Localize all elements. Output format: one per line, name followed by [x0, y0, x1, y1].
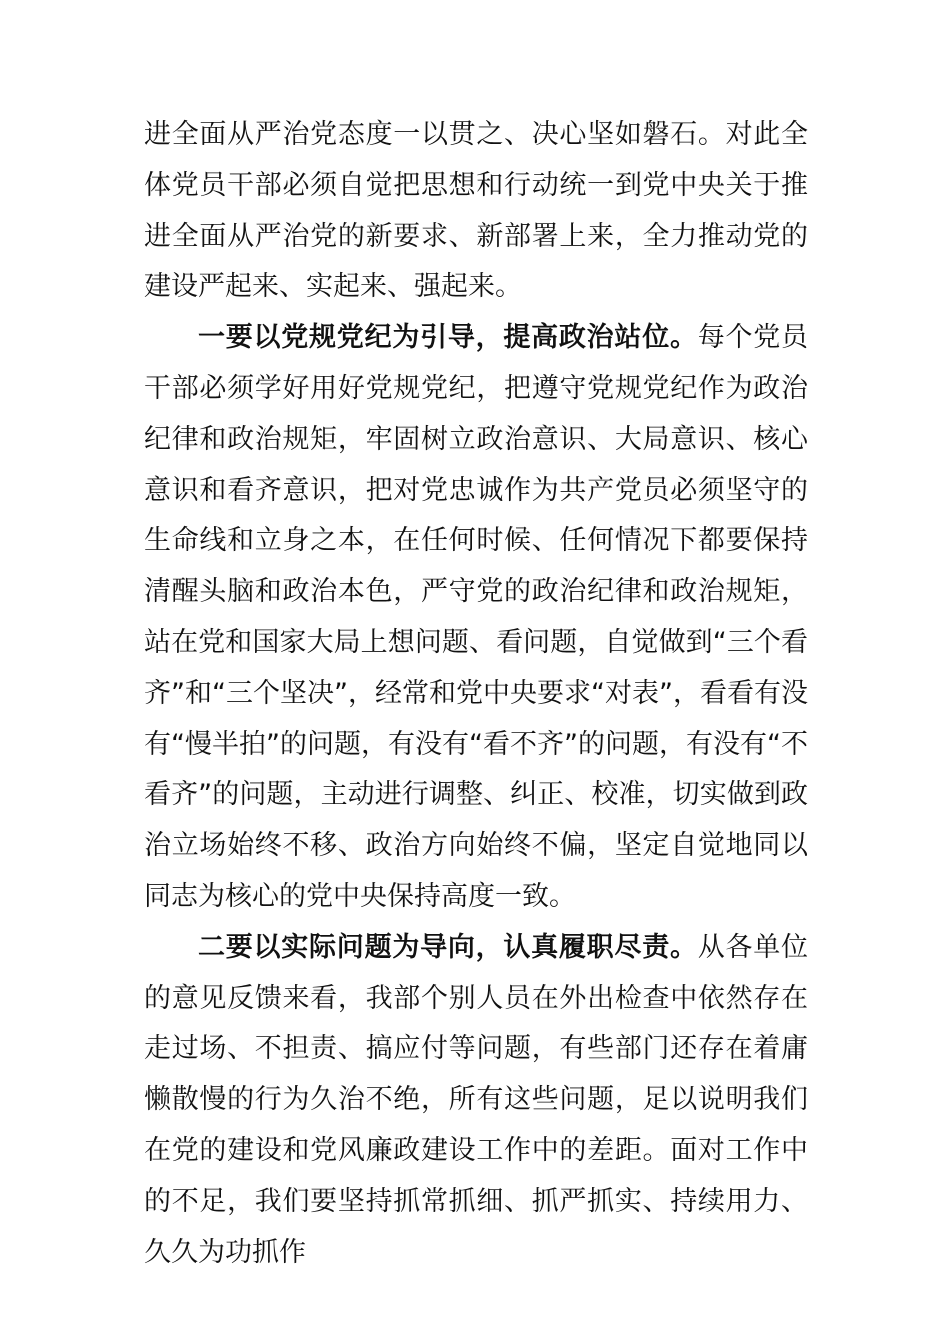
section-two-paragraph: [144, 923, 808, 1279]
section-one-text: 每个党员干部必须学好用好党规党纪，把遵守党规党纪作为政治纪律和政治规矩，牢固树立政治意识、大局意识、核心意识和看齐意识，把对党忠诚作为共产党员必须坚守的生命线和立身之本，在任何时候、任何情况下都要保持清醒头脑和政治本色，严守党的政治纪律和政治规矩，站在党和国家大局上想问题、看问题，自觉做到“三个看齐”和“三个坚决”，经常和党中央要求“对表”，看看有没有“慢半拍”的问题，有没有“看不齐”的问题，有没有“不看齐”的问题，主动进行调整、纠正、校准，切实做到政治立场始终不移、政治方向始终不偏，坚定自觉地同以同志为核心的党中央保持高度一致。: [144, 322, 809, 912]
section-two-text: 从各单位的意见反馈来看，我部个别人员在外出检查中依然存在走过场、不担责、搞应付等问题，有些部门还存在着庸懒散慢的行为久治不绝，所有这些问题，足以说明我们在党的建设和党风廉政建设工作中的差距。面对工作中的不足，我们要坚持抓常抓细、抓严抓实、持续用力、久久为功抓作: [144, 931, 809, 1268]
paragraph-text: 进全面从严治党态度一以贯之、决心坚如磐石。对此全体党员干部必须自觉把思想和行动统一到党中央关于推进全面从严治党的新要求、新部署上来，全力推动党的建设严起来、实起来、强起来。: [144, 119, 808, 303]
continuation-paragraph: [144, 110, 808, 313]
document-body: [144, 110, 808, 1278]
section-two-heading: 二要以实际问题为导向，认真履职尽责。: [198, 931, 698, 963]
section-one-paragraph: [144, 313, 808, 923]
section-one-heading: 一要以党规党纪为引导，提高政治站位。: [198, 322, 698, 354]
